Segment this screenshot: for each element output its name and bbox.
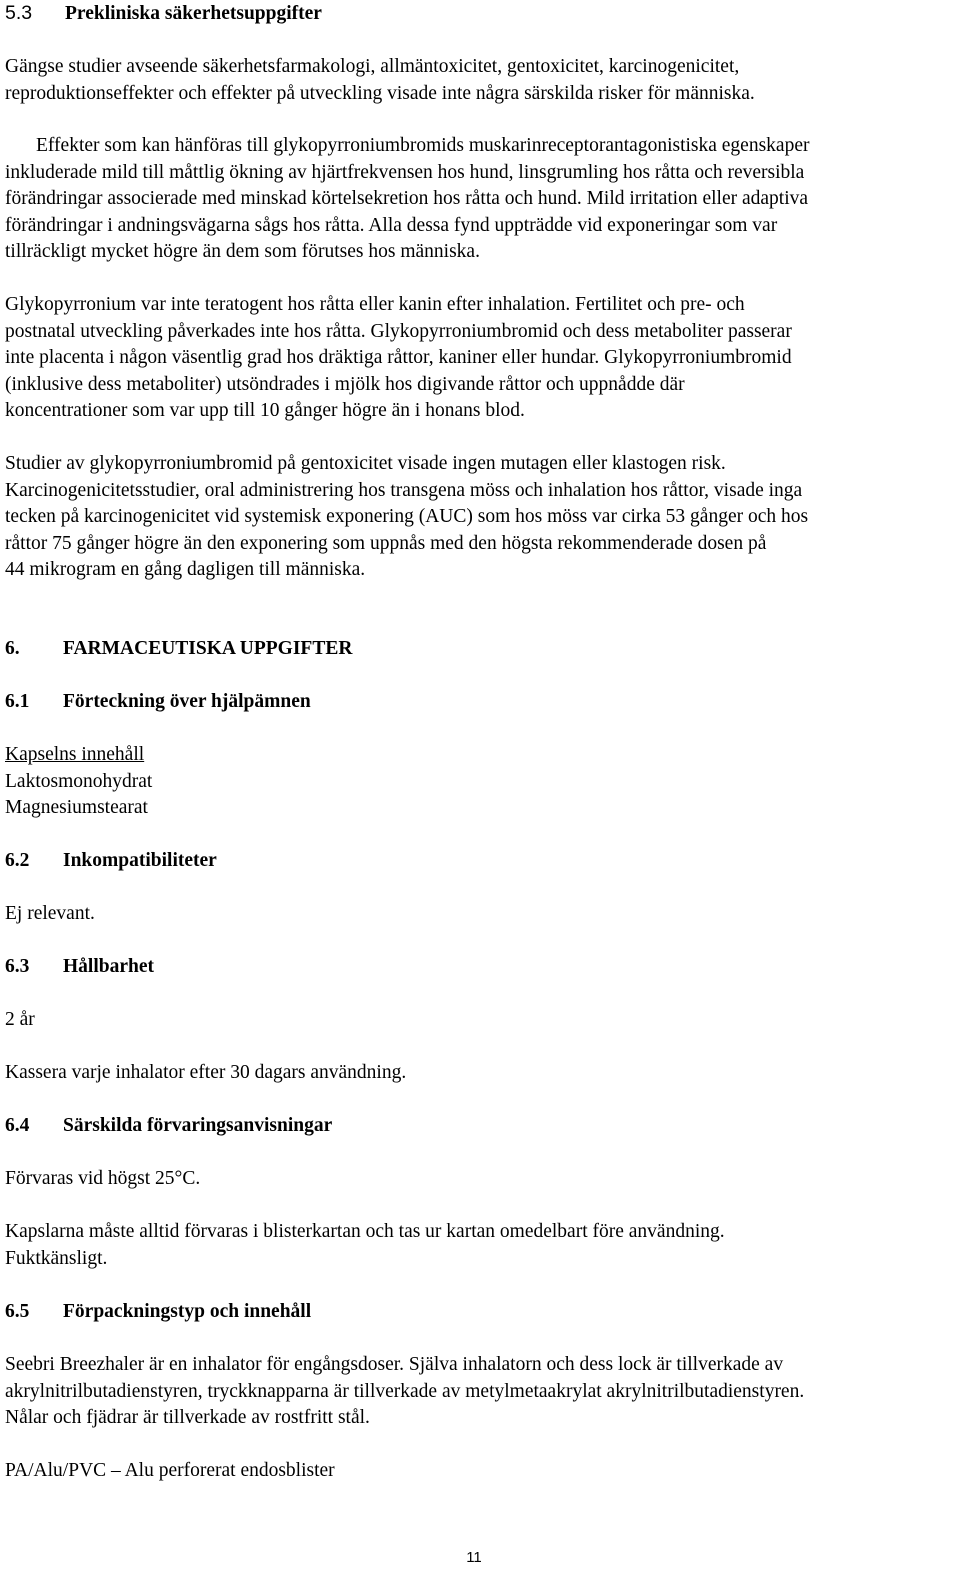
paragraph-muscarinic-effects-cont [5,160,808,266]
section-6-4-heading [5,1113,332,1140]
section-6-heading [5,636,352,663]
text-line: Glykopyrronium var inte teratogent hos råtta eller kanin efter inhalation. Fertilitet och pre- och [5,294,745,315]
text-line: koncentrationer som var upp till 10 gånger högre än i honans blod. [5,400,525,421]
storage-blister-text [5,1219,725,1272]
paragraph-general-studies [5,54,755,107]
text-line: förändringar associerade med minskad körtelsekretion hos råtta och hund. Mild irritation eller adaptiva [5,188,809,209]
excipient-item: Laktosmonohydrat [5,770,153,792]
package-description [5,1352,804,1432]
excipients-list [5,742,152,822]
section-6-1-heading [5,689,311,716]
text-line: postnatal utveckling påverkades inte hos råtta. Glykopyrroniumbromid och dess metaboliter passerar [5,320,792,342]
paragraph-teratogenicity [5,292,792,425]
text-line: Nålar och fjädrar är tillverkade av rostfritt stål. [5,1407,370,1428]
discard-instruction: Kassera varje inhalator efter 30 dagars användning. [5,1062,407,1083]
shelf-life-text: 2 år [5,1009,35,1030]
text-line: förändringar i andningsvägarna sågs hos råtta. Alla dessa fynd uppträdde vid exponeringar som var [5,214,778,236]
incompatibilities-text: Ej relevant. [5,903,95,924]
text-line: akrylnitrilbutadienstyren, tryckknapparna är tillverkade av metylmetaakrylat akrylnitrilbutadienstyren. [5,1380,805,1402]
section-title: Hållbarhet [63,956,154,977]
section-number: 5.3 [5,2,33,24]
text-line: reproduktionseffekter och effekter på utveckling visade inte några särskilda risker för människa. [5,82,755,104]
paragraph-genotoxicity [5,451,808,584]
text-line: Seebri Breezhaler är en inhalator för engångsdoser. Själva inhalatorn och dess lock är tillverkade av [5,1354,784,1375]
text-line: (inklusive dess metaboliter) utsöndrades i mjölk hos digivande råttor och uppnådde där [5,373,685,395]
text-line: tillräckligt mycket högre än dem som förutses hos människa. [5,241,480,262]
text-line: Effekter som kan hänföras till glykopyrroniumbromids muskarinreceptorantagonistiska egenskaper [36,135,810,156]
section-6-2-heading [5,848,217,875]
section-number: 6.2 [5,850,30,871]
text-line: Fuktkänsligt. [5,1247,108,1269]
text-line: inkluderade mild till måttlig ökning av hjärtfrekvensen hos hund, linsgrumling hos råtta och reversibla [5,161,805,183]
section-number: 6.4 [5,1115,30,1136]
section-title: Prekliniska säkerhetsuppgifter [65,3,322,24]
section-title: Förteckning över hjälpämnen [63,691,311,712]
section-number: 6.3 [5,956,30,977]
excipient-item: Magnesiumstearat [5,797,148,818]
text-line: inte placenta i någon väsentlig grad hos dräktiga råttor, kaniner eller hundar. Glykopyrroniumbromid [5,347,792,368]
section-5-3-heading [5,0,322,28]
text-line: råttor 75 gånger högre än den exponering som uppnås med den högsta rekommenderade dosen på [5,532,767,554]
text-line: Studier av glykopyrroniumbromid på gentoxicitet visade ingen mutagen eller klastogen risk. [5,453,726,474]
section-number: 6. [5,638,20,659]
section-6-5-heading [5,1299,311,1326]
text-line: Gängse studier avseende säkerhetsfarmakologi, allmäntoxicitet, gentoxicitet, karcinogenicitet, [5,56,740,77]
section-title: Förpackningstyp och innehåll [63,1301,312,1322]
text-line: tecken på karcinogenicitet vid systemisk exponering (AUC) som hos möss var cirka 53 gånger och hos [5,506,809,527]
paragraph-muscarinic-effects [36,133,809,160]
capsule-contents-heading: Kapselns innehåll [5,744,145,765]
section-title: Särskilda förvaringsanvisningar [63,1115,333,1136]
section-title: Inkompatibiliteter [63,850,217,871]
text-line: 44 mikrogram en gång dagligen till människa. [5,559,366,580]
text-line: Kapslarna måste alltid förvaras i blisterkartan och tas ur kartan omedelbart före användning. [5,1221,725,1242]
blister-type-text: PA/Alu/PVC – Alu perforerat endosblister [5,1460,335,1481]
section-number: 6.1 [5,691,30,712]
section-title: FARMACEUTISKA UPPGIFTER [63,638,353,659]
page-number: 11 [466,1549,482,1566]
section-number: 6.5 [5,1301,30,1322]
storage-temperature-text: Förvaras vid högst 25°C. [5,1168,201,1189]
section-6-3-heading [5,954,154,981]
text-line: Karcinogenicitetsstudier, oral administrering hos transgena möss och inhalation hos råttor, visade inga [5,479,803,501]
